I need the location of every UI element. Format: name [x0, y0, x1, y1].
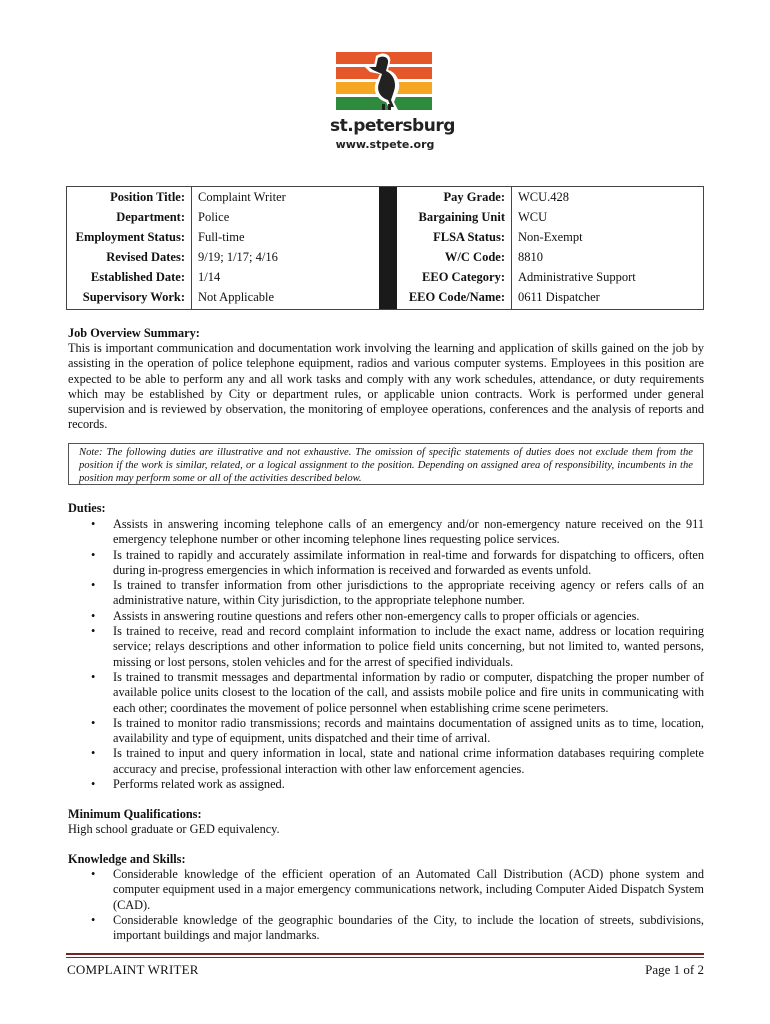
- info-row: [67, 207, 379, 227]
- bullet-icon: •: [91, 867, 96, 881]
- list-item: • Considerable knowledge of the geographic boundaries of the City, to include the location of streets, subdivisions, important buildings and major landmarks.: [91, 912, 704, 943]
- info-row: [397, 287, 703, 307]
- bullet-icon: •: [91, 746, 96, 761]
- field-label: EEO Code/Name:: [408, 290, 505, 304]
- field-value: Administrative Support: [518, 270, 636, 284]
- footer-rule: [66, 957, 704, 958]
- field-value: Non-Exempt: [518, 230, 583, 244]
- field-label: Position Title:: [110, 190, 185, 204]
- list-item: • Is trained to receive, read and record complaint information to include the exact name, address or location requiring service; relays descriptions and other information to police field units concerning, but not limited to, wanted persons, missing or lost persons, stolen vehicles and for the arrest of specified individuals.: [91, 624, 704, 669]
- field-label: W/C Code:: [444, 250, 505, 264]
- bullet-icon: •: [91, 624, 96, 639]
- field-value: WCU: [518, 210, 548, 224]
- page-number: Page 1 of 2: [645, 962, 704, 977]
- list-item: • Is trained to monitor radio transmissions; records and maintains documentation of assigned units as to time, location, availability and type of equipment, units dispatched and their time of arrival.: [91, 715, 704, 746]
- field-value: Not Applicable: [198, 290, 275, 304]
- list-item: • Considerable knowledge of the efficient operation of an Automated Call Distribution (ACD) phone system and computer equipment used in a major emergency communications network, including Computer Aided Dispatch System (CAD).: [91, 867, 704, 912]
- field-label: Supervisory Work:: [82, 290, 185, 304]
- info-row: [397, 267, 703, 287]
- logo-url: www.stpete.org: [335, 138, 435, 151]
- bullet-icon: •: [91, 912, 96, 927]
- field-value: 1/14: [198, 270, 221, 284]
- info-row: [67, 287, 379, 307]
- bullet-icon: •: [91, 777, 96, 792]
- table-divider: [379, 187, 397, 309]
- info-row: [67, 247, 379, 267]
- list-item: • Assists in answering incoming telephone calls of an emergency and/or non-emergency nature received on the 911 emergency telephone number or other incoming telephone lines requesting police services.: [91, 517, 704, 547]
- field-label: EEO Category:: [422, 270, 505, 284]
- bullet-icon: •: [91, 715, 96, 730]
- footer-rule: [66, 953, 704, 955]
- bullet-icon: •: [91, 547, 96, 562]
- list-item: • Is trained to transfer information from other jurisdictions to the appropriate receiving agency or refers calls of an administrative nature, within City jurisdiction, to the appropriate telephone number.: [91, 578, 704, 608]
- bullet-icon: •: [91, 517, 96, 531]
- duties-list: [68, 517, 704, 792]
- field-value: Police: [198, 210, 230, 224]
- qualifications-heading: Minimum Qualifications:: [68, 807, 202, 821]
- info-left-column: [67, 187, 379, 307]
- field-value: 9/19; 1/17; 4/16: [198, 250, 278, 264]
- bullet-icon: •: [91, 669, 96, 684]
- info-row: [397, 187, 703, 207]
- info-row: [67, 187, 379, 207]
- note-box: [68, 443, 704, 485]
- field-label: Established Date:: [90, 270, 185, 284]
- field-value: 0611 Dispatcher: [518, 290, 600, 304]
- info-row: [397, 207, 703, 227]
- info-right-column: [397, 187, 703, 307]
- list-item: • Performs related work as assigned.: [91, 777, 285, 792]
- list-item: • Is trained to rapidly and accurately assimilate information in real-time and forwards for dispatching to officers, often during in-progress emergencies in which information is received and forwarded as events unfold.: [91, 547, 704, 577]
- field-label: Department:: [116, 210, 185, 224]
- info-row: [397, 227, 703, 247]
- knowledge-heading: Knowledge and Skills:: [68, 852, 186, 866]
- list-item: • Is trained to input and query information in local, state and national crime information databases requiring complete accuracy and precise, professional interaction with other law enforcement agencies.: [91, 746, 704, 776]
- list-item: • Is trained to transmit messages and departmental information by radio or computer, dispatching the proper number of available police units closest to the location of the call, and assists mobile police and fire units in communicating with each other; coordinates the movement of police personnel when establishing crime scene perimeters.: [91, 669, 704, 715]
- position-info-table: [66, 186, 704, 310]
- info-row: [397, 247, 703, 267]
- duties-heading: Duties:: [68, 501, 106, 515]
- info-row: [67, 267, 379, 287]
- bullet-icon: •: [91, 578, 96, 593]
- field-value: Full-time: [198, 230, 245, 244]
- qualifications-text: High school graduate or GED equivalency.: [68, 822, 280, 836]
- field-value: 8810: [518, 250, 543, 264]
- field-label: FLSA Status:: [433, 230, 505, 244]
- pelican-logo-icon: [336, 52, 432, 112]
- list-item: • Assists in answering routine questions and refers other non-emergency calls to proper officials or agencies.: [91, 608, 640, 623]
- footer-title: COMPLAINT WRITER: [67, 962, 199, 977]
- overview-heading: Job Overview Summary:: [68, 326, 200, 340]
- city-logo: [330, 52, 455, 160]
- knowledge-list: [68, 867, 704, 943]
- field-label: Revised Dates:: [106, 250, 185, 264]
- overview-text: This is important communication and documentation work involving the learning and application of skills gained on the job by assisting in the operation of police telephone equipment, radios and various computer systems. Employees in this position are expected to be able to perform any and all work tasks and comply with any work schedules, attendance, or duty requirements which may be established by City or department rules, or applicable union contracts. Work is performed under general supervision and is reviewed by observation, the monitoring of employee operations, conferences and the analysis of reports and records.: [68, 341, 704, 432]
- note-text: The following duties are illustrative and not exhaustive. The omission of specific statements of duties does not exclude them from the position if the work is similar, related, or a logical assignment to the position. Depending on assigned area of responsibility, incumbents in the position may perform some or all of the activities described below.: [79, 447, 693, 484]
- field-label: Employment Status:: [75, 230, 185, 244]
- field-label: Pay Grade:: [443, 190, 505, 204]
- field-label: Bargaining Unit: [418, 210, 505, 224]
- bullet-icon: •: [91, 608, 96, 623]
- field-value: WCU.428: [518, 190, 570, 204]
- field-value: Complaint Writer: [198, 190, 286, 204]
- note-label: Note:: [79, 447, 103, 458]
- info-row: [67, 227, 379, 247]
- logo-wordmark: st.petersburg: [330, 116, 455, 136]
